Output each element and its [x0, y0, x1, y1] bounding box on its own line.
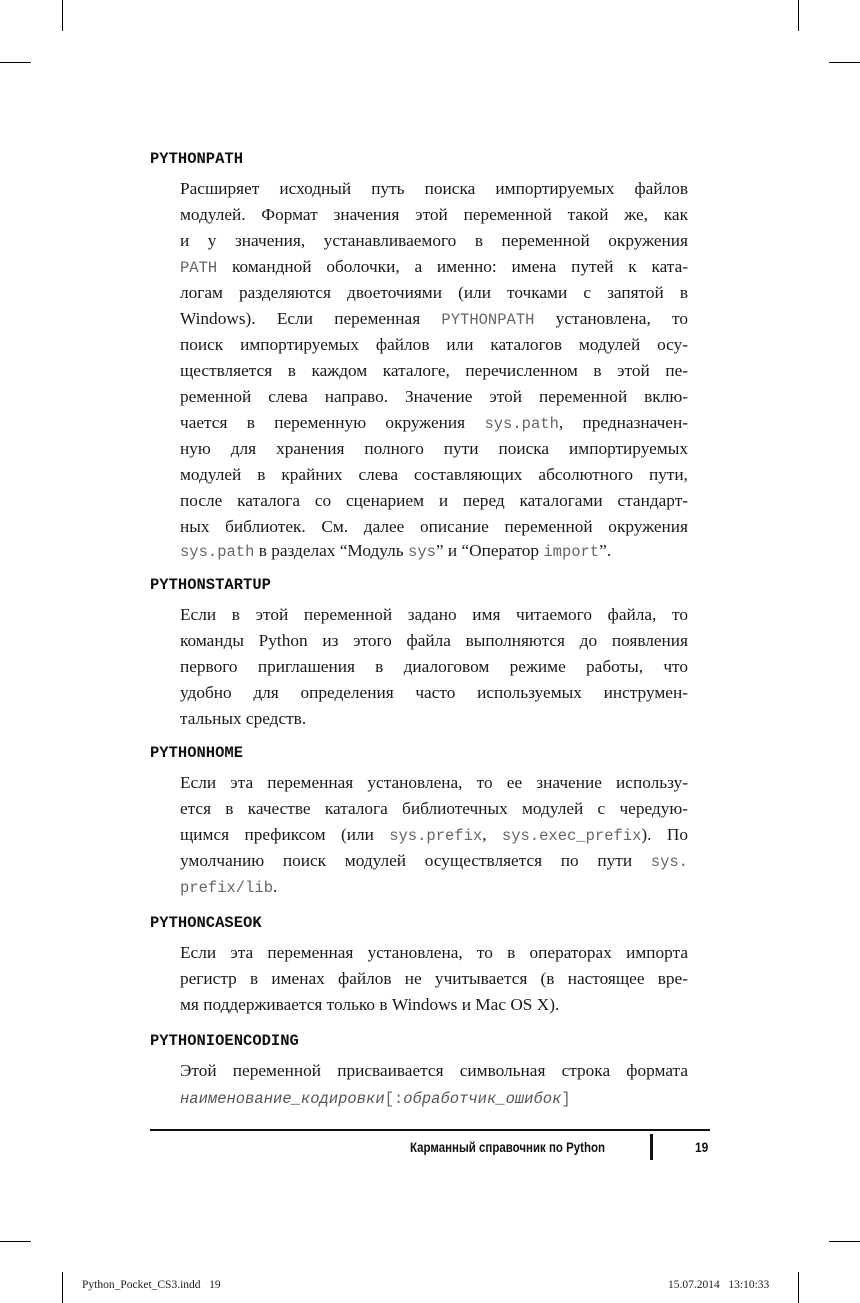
body-line [180, 464, 688, 486]
code-text: sys.path [484, 415, 559, 433]
crop-mark [798, 0, 799, 31]
code-text: sys.prefix [389, 827, 483, 845]
body-line [180, 490, 688, 512]
body-line [180, 282, 688, 304]
text: ременной слева направо. Значение этой переменной вклю- [180, 387, 688, 406]
text: Этой переменной присваивается символьная строка формата [180, 1061, 688, 1080]
code-text: sys.exec_prefix [501, 827, 642, 845]
body-line [180, 708, 688, 730]
body-line [180, 308, 688, 331]
text: Расширяет исходный путь поиска импортируемых файлов [180, 179, 688, 198]
body-line [180, 968, 688, 990]
body-line [180, 942, 688, 964]
entry-heading: PYTHONHOME [150, 744, 244, 762]
code-text: import [543, 543, 600, 561]
text: после каталога со сценарием и перед каталогами стандарт- [180, 491, 688, 510]
text: модулей в крайних слева составляющих абсолютного пути, [180, 465, 688, 484]
text: ных библиотек. См. далее описание переменной окружения [180, 517, 688, 536]
footer-divider [650, 1134, 653, 1160]
code-text: наименование_кодировки [180, 1090, 385, 1108]
body-line [180, 438, 688, 460]
body-line [180, 334, 688, 356]
slug-filename: Python_Pocket_CS3.indd 19 [82, 1279, 221, 1291]
text: поиск импортируемых файлов или каталогов модулей осу- [180, 335, 688, 354]
crop-mark [0, 62, 31, 63]
text: и у значения, устанавливаемого в переменной окружения [180, 231, 688, 250]
code-text: обработчик_ошибок [403, 1090, 562, 1108]
body-line [180, 876, 688, 899]
crop-mark [829, 1241, 860, 1242]
text: ется в качестве каталога библиотечных модулей с чередую- [180, 799, 688, 818]
text: в разделах “Модуль [254, 541, 409, 560]
body-line [180, 630, 688, 652]
footer-rule [150, 1129, 710, 1131]
text: Если в этой переменной задано имя читаемого файла, то [180, 605, 688, 624]
body-line [180, 682, 688, 704]
body-line [180, 994, 688, 1016]
text: , [482, 825, 502, 844]
text: . [273, 877, 278, 896]
body-line [180, 1087, 688, 1110]
crop-mark [62, 1272, 63, 1303]
body-line [180, 1060, 688, 1082]
text: щимся префиксом (или [180, 825, 390, 844]
body-line [180, 656, 688, 678]
body-line [180, 540, 688, 563]
text: командной оболочки, а именно: имена путей к ката- [217, 257, 688, 276]
code-text: PATH [180, 259, 218, 277]
body-line [180, 824, 688, 847]
entry-heading: PYTHONIOENCODING [150, 1032, 299, 1050]
body-line [180, 772, 688, 794]
code-text: prefix/lib [180, 879, 274, 897]
body-line [180, 850, 688, 873]
text: умолчанию поиск модулей осуществляется по пути [180, 851, 651, 870]
text: удобно для определения часто используемых инструмен- [180, 683, 688, 702]
body-line [180, 256, 688, 279]
body-line [180, 178, 688, 200]
page-number: 19 [695, 1139, 709, 1155]
body-line [180, 386, 688, 408]
crop-mark [0, 1241, 31, 1242]
text: Если эта переменная установлена, то ее значение использу- [180, 773, 688, 792]
slug-timestamp: 15.07.2014 13:10:33 [668, 1279, 770, 1291]
text: , предназначен- [558, 413, 688, 432]
body-line [180, 230, 688, 252]
code-text: PYTHONPATH [441, 311, 535, 329]
text: логам разделяются двоеточиями (или точками с запятой в [180, 283, 688, 302]
text: ную для хранения полного пути поиска импортируемых [180, 439, 688, 458]
text: ” и “Оператор [435, 541, 544, 560]
text: Если эта переменная установлена, то в операторах импорта [180, 943, 688, 962]
running-footer-title: Карманный справочник по Python [410, 1139, 606, 1155]
body-line [180, 360, 688, 382]
body-line [180, 604, 688, 626]
text: ). По [641, 825, 688, 844]
text: мя поддерживается только в Windows и Mac OS X). [180, 995, 560, 1014]
code-text: [: [384, 1090, 404, 1108]
text: тальных средств. [180, 709, 307, 728]
body-line [180, 204, 688, 226]
entry-heading: PYTHONSTARTUP [150, 576, 271, 594]
text: ”. [599, 541, 612, 560]
text: регистр в именах файлов не учитывается (в настоящее вре- [180, 969, 688, 988]
entry-heading: PYTHONCASEOK [150, 914, 262, 932]
text: первого приглашения в диалоговом режиме работы, что [180, 657, 688, 676]
text: Windows). Если переменная [180, 309, 442, 328]
text: чается в переменную окружения [180, 413, 485, 432]
body-line [180, 412, 688, 435]
code-text: ] [561, 1090, 571, 1108]
code-text: sys [408, 543, 436, 561]
crop-mark [798, 1272, 799, 1303]
body-line [180, 516, 688, 538]
entry-heading: PYTHONPATH [150, 150, 244, 168]
text: модулей. Формат значения этой переменной такой же, как [180, 205, 688, 224]
text: ществляется в каждом каталоге, перечисленном в этой пе- [180, 361, 688, 380]
text: команды Python из этого файла выполняются до появления [180, 631, 688, 650]
code-text: sys.path [180, 543, 255, 561]
body-line [180, 798, 688, 820]
code-text: sys. [650, 853, 688, 871]
crop-mark [62, 0, 63, 31]
text: установлена, то [534, 309, 688, 328]
crop-mark [829, 62, 860, 63]
